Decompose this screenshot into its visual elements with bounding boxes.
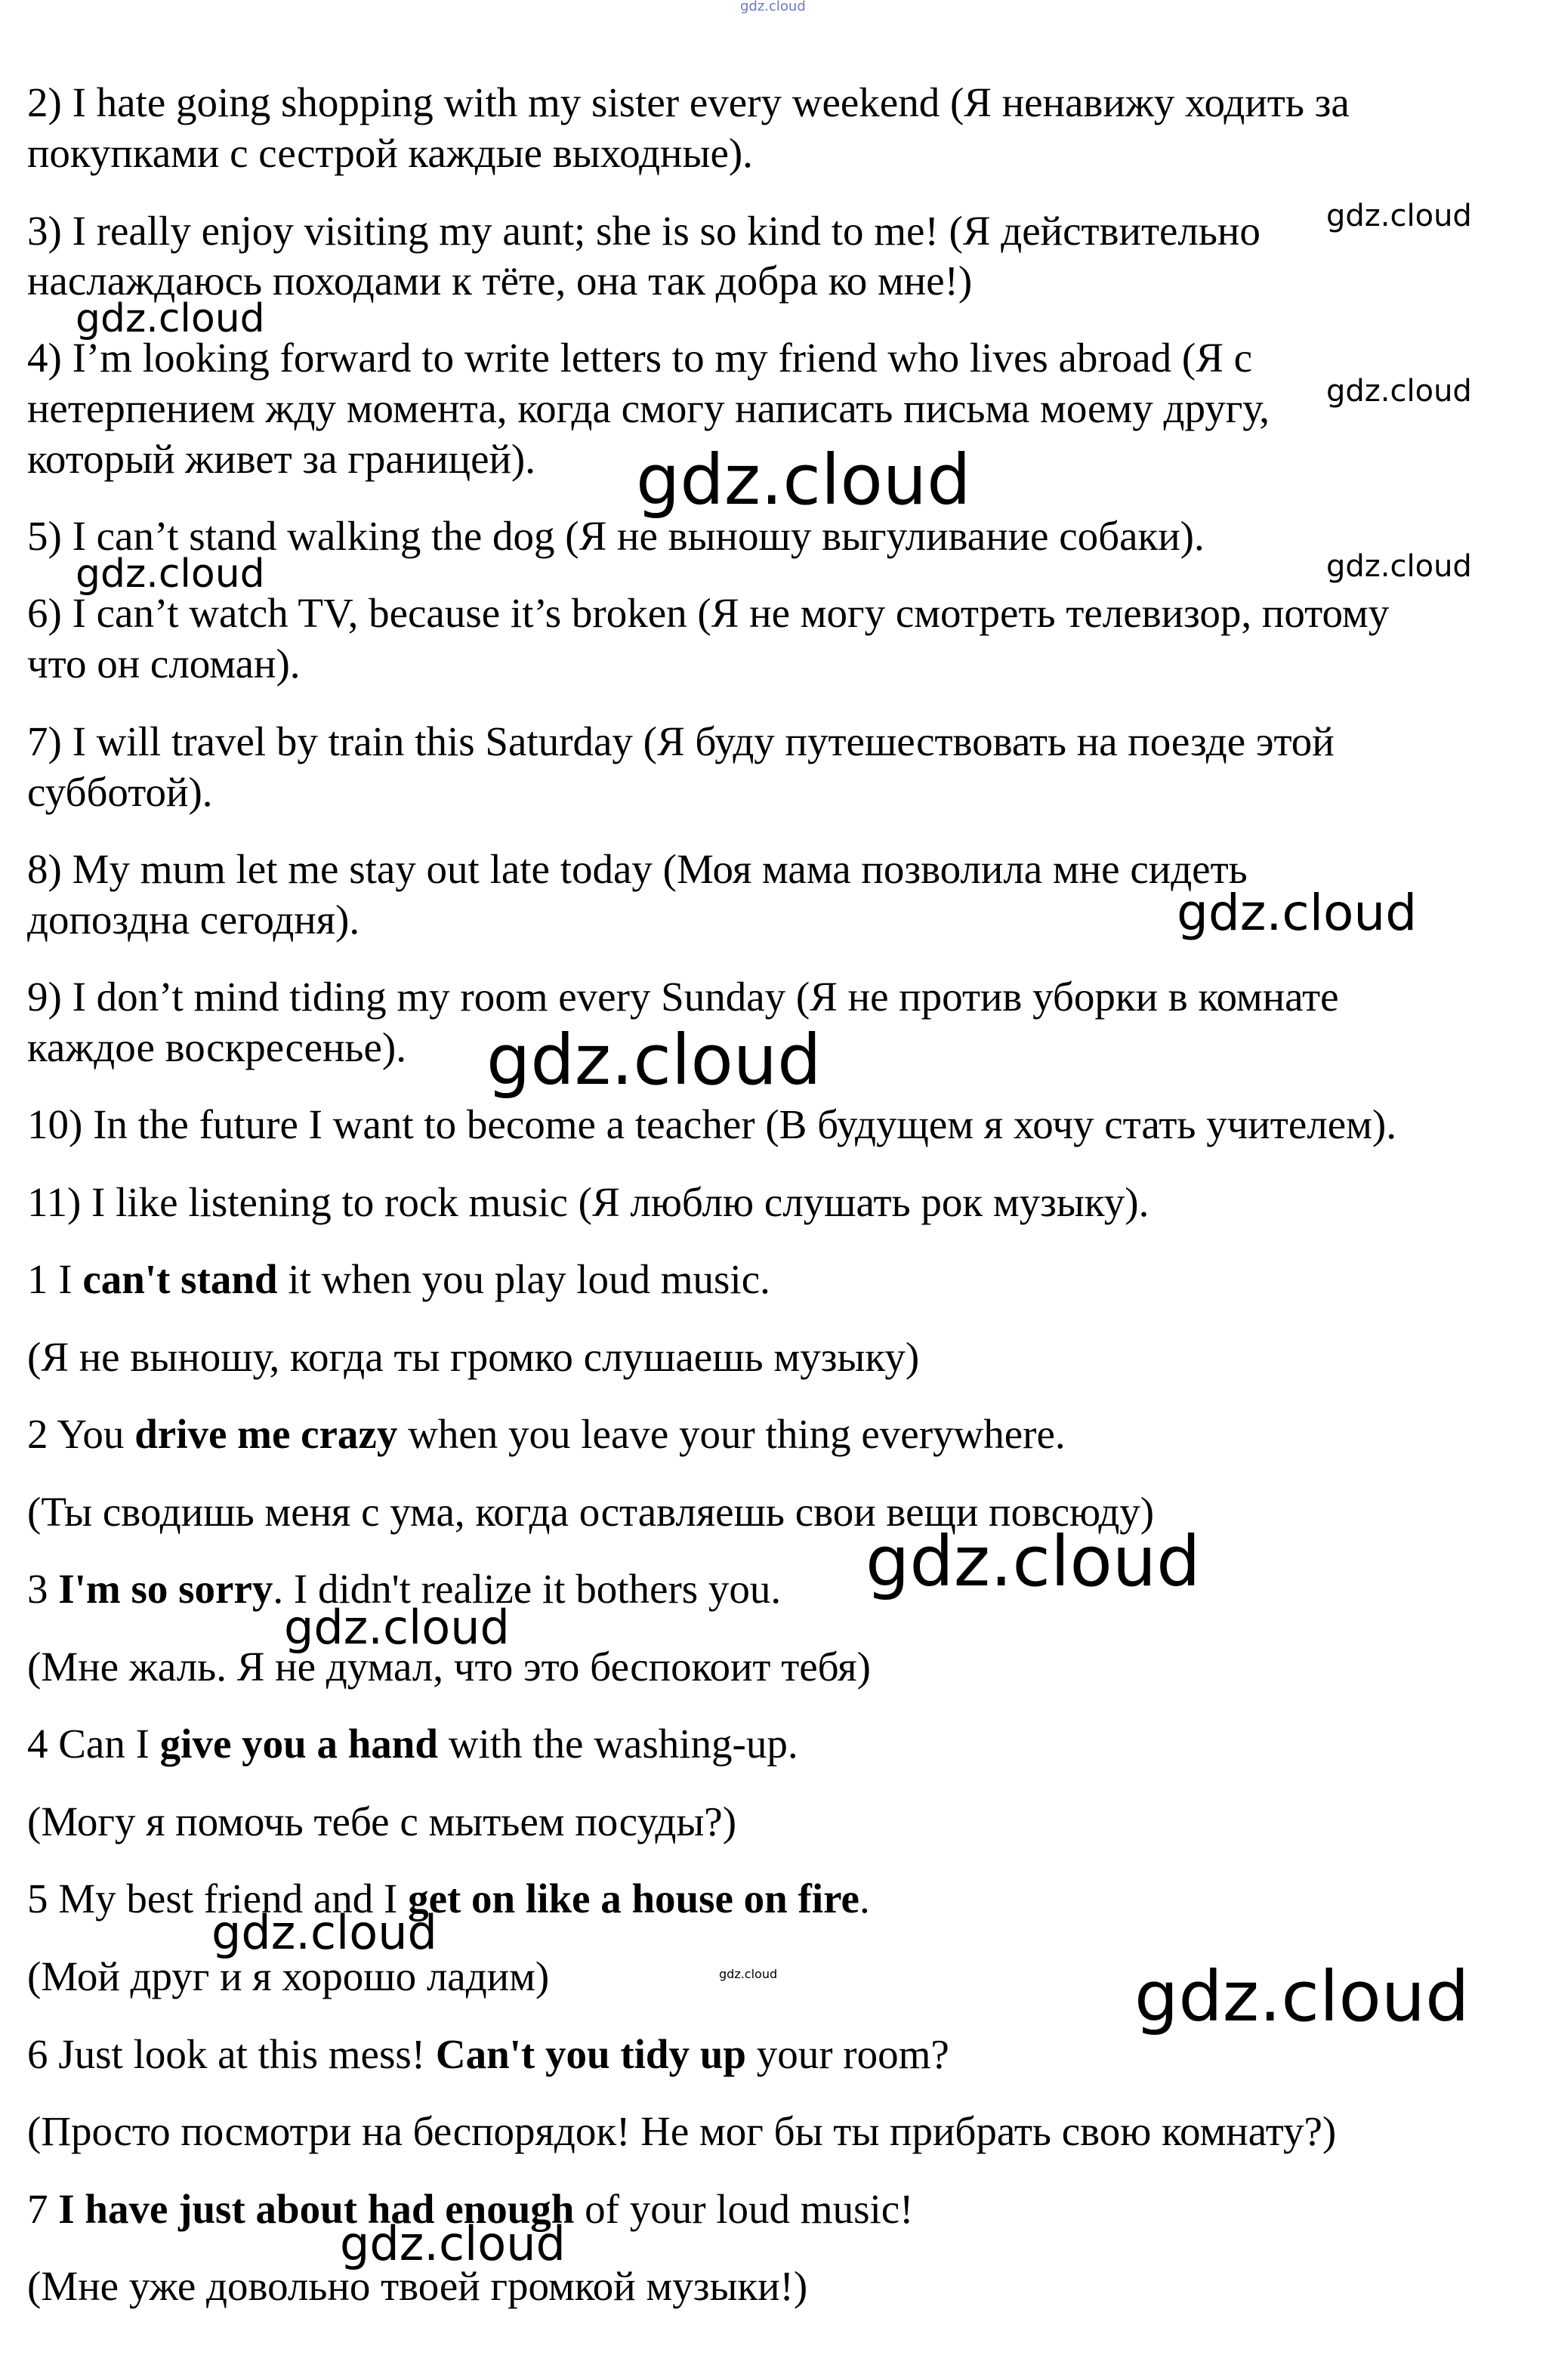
watermark: gdz.cloud: [866, 1521, 1201, 1602]
text-line: покупками с сестрой каждые выходные).: [27, 130, 753, 176]
watermark: gdz.cloud: [1326, 374, 1472, 409]
watermark: gdz.cloud: [340, 2216, 566, 2271]
text-line: нетерпением жду момента, когда смогу написать письма моему другу,: [27, 385, 1270, 431]
text-line: что он сломан).: [27, 641, 301, 687]
watermark: gdz.cloud: [284, 1600, 510, 1655]
text-line: наслаждаюсь походами к тёте, она так добра ко мне!): [27, 258, 973, 304]
text-line: субботой).: [27, 769, 213, 815]
watermark: gdz.cloud: [1326, 199, 1472, 233]
watermark: gdz.cloud: [1177, 884, 1418, 942]
text-line: (Просто посмотри на беспорядок! Не мог бы ты прибрать свою комнату?): [27, 2108, 1337, 2154]
text-line: 9) I don’t mind tiding my room every Sunday (Я не против уборки в комнате: [27, 974, 1339, 1020]
text-line: (Могу я помочь тебе с мытьем посуды?): [27, 1798, 737, 1844]
text-line: (Я не выношу, когда ты громко слушаешь музыку): [27, 1334, 920, 1380]
text-line: 10) In the future I want to become a teacher (В будущем я хочу стать учителем).: [27, 1101, 1396, 1147]
text-line: (Мне уже довольно твоей громкой музыки!): [27, 2263, 808, 2309]
watermark: gdz.cloud: [1134, 1956, 1470, 2037]
text-line: (Мой друг и я хорошо ладим): [27, 1953, 550, 1999]
text-line: 5) I can’t stand walking the dog (Я не выношу выгуливание собаки).: [27, 513, 1205, 559]
text-line: 7 I have just about had enough of your loud music!: [27, 2186, 914, 2232]
text-line: 5 My best friend and I get on like a house on fire.: [27, 1875, 870, 1922]
text-line: (Мне жаль. Я не думал, что это беспокоит тебя): [27, 1644, 871, 1690]
text-line: 7) I will travel by train this Saturday (Я буду путешествовать на поезде этой: [27, 718, 1335, 764]
text-line: 6) I can’t watch TV, because it’s broken (Я не могу смотреть телевизор, потому: [27, 590, 1390, 636]
text-line: 2) I hate going shopping with my sister every weekend (Я ненавижу ходить за: [27, 79, 1350, 125]
text-line: 6 Just look at this mess! Can't you tidy up your room?: [27, 2031, 949, 2077]
text-line: 8) My mum let me stay out late today (Моя мама позволила мне сидеть: [27, 846, 1248, 892]
text-line: 3 I'm so sorry. I didn't realize it bothers you.: [27, 1566, 782, 1612]
watermark: gdz.cloud: [740, 0, 806, 14]
watermark: gdz.cloud: [76, 551, 265, 597]
watermark: gdz.cloud: [76, 296, 265, 341]
text-line: 2 You drive me crazy when you leave your thing everywhere.: [27, 1411, 1066, 1457]
text-line: 4 Can I give you a hand with the washing-up.: [27, 1721, 798, 1767]
text-line: который живет за границей).: [27, 436, 535, 482]
watermark: gdz.cloud: [486, 1020, 822, 1100]
text-line: 4) I’m looking forward to write letters to my friend who lives abroad (Я с: [27, 335, 1253, 381]
watermark: gdz.cloud: [719, 1967, 778, 1981]
text-line: каждое воскресенье).: [27, 1024, 406, 1070]
text-line: (Ты сводишь меня с ума, когда оставляешь свои вещи повсюду): [27, 1489, 1155, 1535]
watermark: gdz.cloud: [211, 1905, 437, 1960]
text-line: 1 I can't stand it when you play loud music.: [27, 1256, 770, 1302]
watermark: gdz.cloud: [1326, 549, 1472, 584]
text-line: 11) I like listening to rock music (Я люблю слушать рок музыку).: [27, 1179, 1149, 1225]
text-line: 3) I really enjoy visiting my aunt; she is so kind to me! (Я действительно: [27, 208, 1261, 254]
text-line: допоздна сегодня).: [27, 897, 360, 943]
watermark: gdz.cloud: [636, 440, 971, 520]
